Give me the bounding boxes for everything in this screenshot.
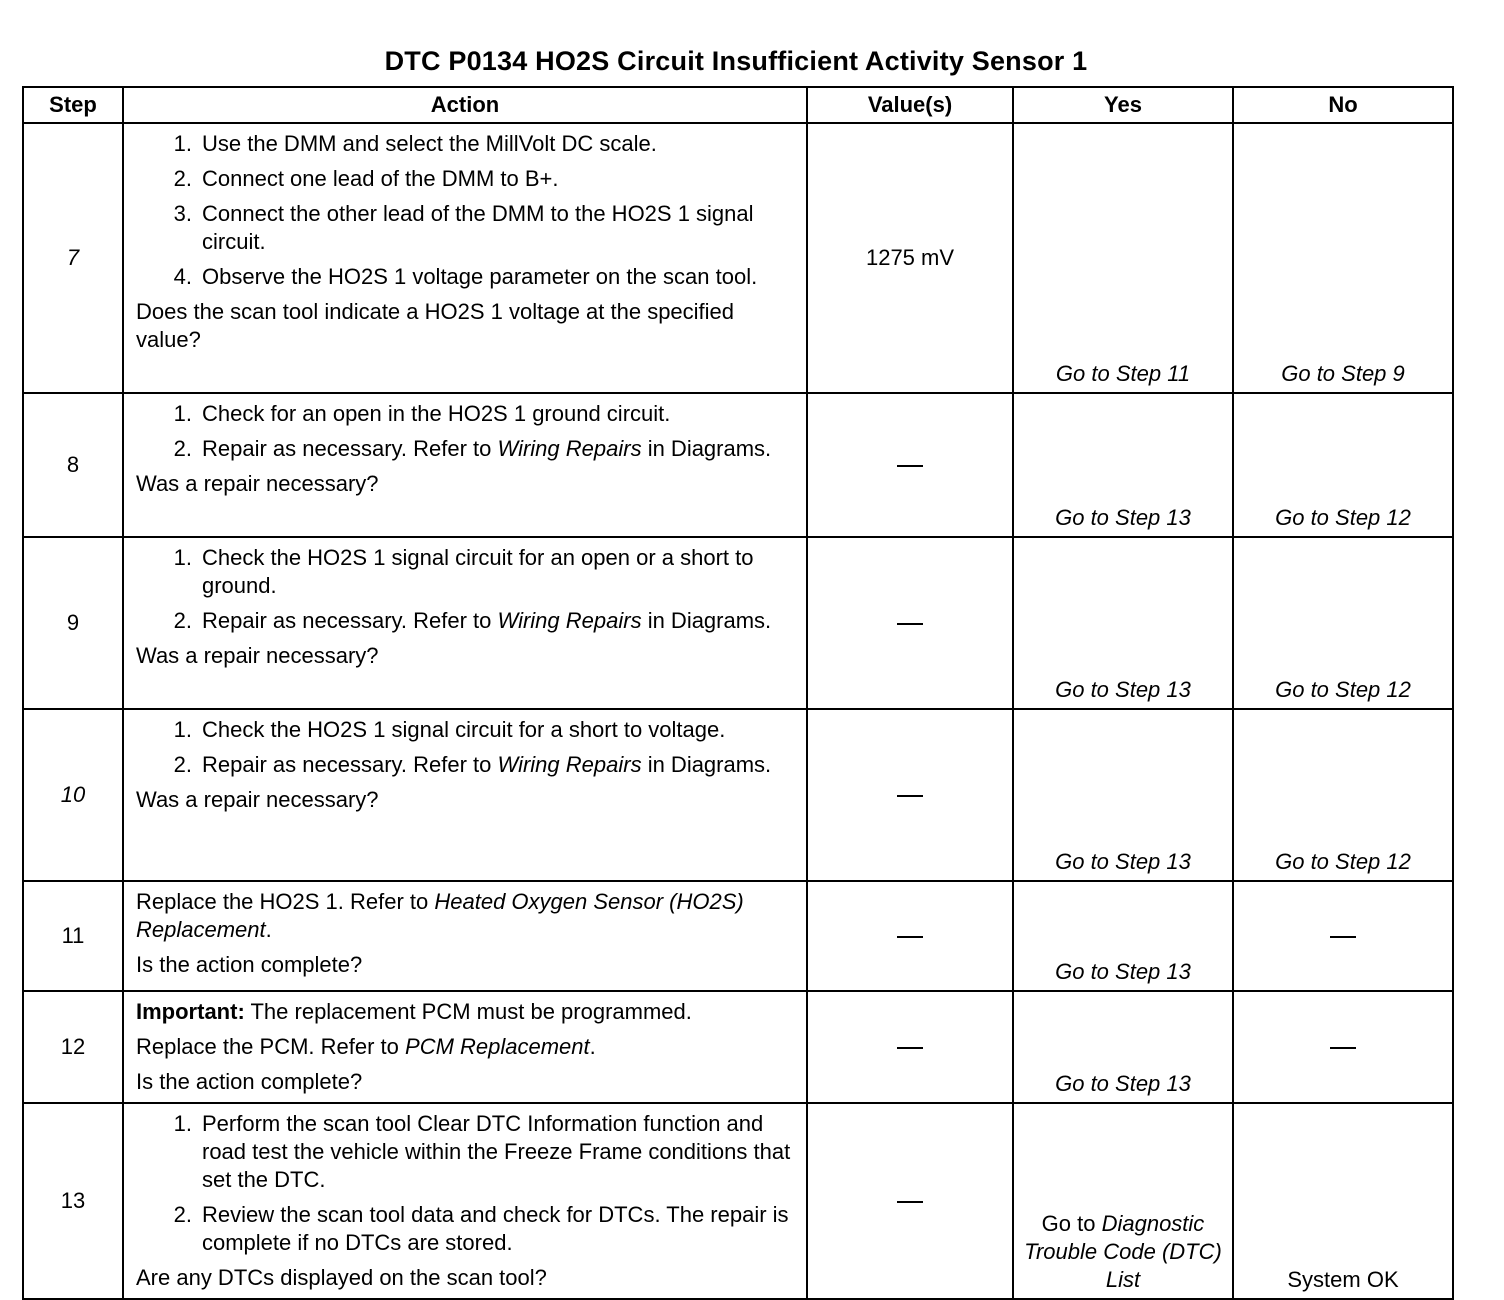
action-cell <box>123 709 807 881</box>
step-number: 8 <box>23 393 123 537</box>
action-question: Was a repair necessary? <box>136 787 379 812</box>
header-row <box>23 87 1453 123</box>
table-row <box>23 881 1453 991</box>
no-cell <box>1233 709 1453 881</box>
step-number: 11 <box>23 881 123 991</box>
no-goto-link: Go to Step 12 <box>1275 677 1411 702</box>
dtc-diagnostic-table <box>22 86 1454 1300</box>
value-cell <box>807 881 1013 991</box>
action-cell <box>123 393 807 537</box>
yes-cell <box>1013 991 1233 1103</box>
yes-cell <box>1013 709 1233 881</box>
dash-mark <box>897 1201 923 1204</box>
yes-cell <box>1013 393 1233 537</box>
action-question: Does the scan tool indicate a HO2S 1 voltage at the specified value? <box>136 299 735 352</box>
dash-mark <box>897 465 923 468</box>
action-item: 1. Use the DMM and select the MillVolt DC scale. <box>173 131 657 156</box>
header-step: Step <box>23 87 123 123</box>
header-value: Value(s) <box>807 87 1013 123</box>
table-row <box>23 393 1453 537</box>
action-question: Is the action complete? <box>136 1069 363 1094</box>
table-row <box>23 123 1453 393</box>
step-number: 13 <box>23 1103 123 1299</box>
action-question: Was a repair necessary? <box>136 471 379 496</box>
value-cell <box>807 709 1013 881</box>
yes-goto-prefix: Go to <box>1041 1211 1102 1236</box>
table-row <box>23 1103 1453 1299</box>
no-cell: System OK <box>1233 1103 1453 1299</box>
important-note: Important: The replacement PCM must be programmed. <box>136 999 692 1024</box>
step-number: 10 <box>23 709 123 881</box>
yes-goto-link: Go to Step 11 <box>1055 361 1191 386</box>
action-item: 2. Repair as necessary. Refer to Wiring Repairs in Diagrams. <box>173 436 772 461</box>
value-cell <box>807 991 1013 1103</box>
yes-goto-link: Go to Step 13 <box>1055 677 1191 702</box>
action-item: 1. Check for an open in the HO2S 1 ground circuit. <box>173 401 671 426</box>
action-item: 1. Perform the scan tool Clear DTC Information function and road test the vehicle within the Freeze Frame conditions that set the DTC. <box>173 1111 791 1192</box>
action-item: 1. Check the HO2S 1 signal circuit for a short to voltage. <box>173 717 726 742</box>
action-item: 1. Check the HO2S 1 signal circuit for an open or a short to ground. <box>173 545 754 598</box>
yes-goto-link: Go to Step 13 <box>1055 849 1191 874</box>
value-cell <box>807 537 1013 709</box>
dash-mark <box>1330 1047 1356 1050</box>
action-item: 2. Repair as necessary. Refer to Wiring Repairs in Diagrams. <box>173 608 772 633</box>
yes-cell <box>1013 537 1233 709</box>
yes-goto-link: Go to Step 13 <box>1055 1071 1191 1096</box>
action-item: 2. Connect one lead of the DMM to B+. <box>173 166 559 191</box>
value-cell <box>807 393 1013 537</box>
dash-mark <box>897 623 923 626</box>
dash-mark <box>1330 936 1356 939</box>
action-cell <box>123 123 807 393</box>
action-text: Replace the HO2S 1. Refer to Heated Oxygen Sensor (HO2S) Replacement. <box>136 889 744 942</box>
no-goto-link: Go to Step 12 <box>1275 505 1411 530</box>
yes-goto-link: Go to Step 13 <box>1055 505 1191 530</box>
action-text: Replace the PCM. Refer to PCM Replacement. <box>136 1034 596 1059</box>
no-cell <box>1233 393 1453 537</box>
yes-cell <box>1013 1103 1233 1299</box>
no-cell <box>1233 537 1453 709</box>
step-number: 9 <box>23 537 123 709</box>
action-cell <box>123 537 807 709</box>
no-goto-link: Go to Step 9 <box>1281 361 1405 386</box>
step-number: 7 <box>23 123 123 393</box>
action-item: 2. Review the scan tool data and check for DTCs. The repair is complete if no DTCs are stored. <box>173 1202 789 1255</box>
table-row <box>23 537 1453 709</box>
header-yes: Yes <box>1013 87 1233 123</box>
action-cell <box>123 991 807 1103</box>
action-item: 4. Observe the HO2S 1 voltage parameter on the scan tool. <box>173 264 758 289</box>
yes-goto-link: Diagnostic Trouble Code (DTC) List <box>1024 1211 1222 1292</box>
table-row <box>23 991 1453 1103</box>
yes-cell <box>1013 123 1233 393</box>
value-cell <box>807 1103 1013 1299</box>
no-goto-link: Go to Step 12 <box>1275 849 1411 874</box>
action-question: Is the action complete? <box>136 952 363 977</box>
header-action: Action <box>123 87 807 123</box>
action-cell <box>123 1103 807 1299</box>
dash-mark <box>897 936 923 939</box>
dash-mark <box>897 1047 923 1050</box>
action-question: Are any DTCs displayed on the scan tool? <box>136 1265 547 1290</box>
action-question: Was a repair necessary? <box>136 643 379 668</box>
action-cell <box>123 881 807 991</box>
action-item: 2. Repair as necessary. Refer to Wiring Repairs in Diagrams. <box>173 752 772 777</box>
yes-goto-link: Go to Step 13 <box>1055 959 1191 984</box>
no-cell <box>1233 991 1453 1103</box>
header-no: No <box>1233 87 1453 123</box>
step-number: 12 <box>23 991 123 1103</box>
yes-cell <box>1013 881 1233 991</box>
action-item: 3. Connect the other lead of the DMM to the HO2S 1 signal circuit. <box>173 201 754 254</box>
dash-mark <box>897 795 923 798</box>
page-title: DTC P0134 HO2S Circuit Insufficient Activity Sensor 1 <box>384 46 1088 76</box>
no-cell <box>1233 881 1453 991</box>
no-cell <box>1233 123 1453 393</box>
table-row <box>23 709 1453 881</box>
value-cell: 1275 mV <box>807 123 1013 393</box>
